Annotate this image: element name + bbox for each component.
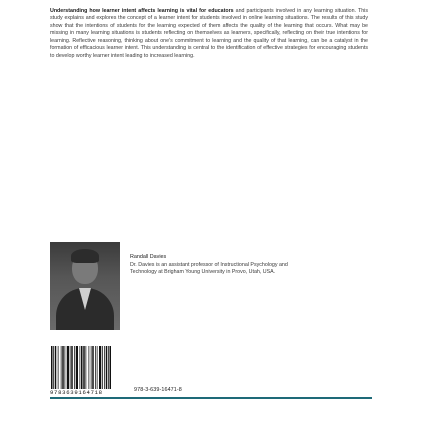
isbn-text: 978-3-639-16471-8 [134, 387, 182, 393]
blurb-body: and participants involved in any learning situation. This study explains and explores the concept of a learner intent for students involved in online learning situations. The results of this study show that the intentions of students for the learning expected of them affects the quality of the learning that occurs. What may be missing in many learning situations is students reflecting on themselves as learners, specifically, reflecting on their true intentions for learning. Reflective reasoning, thinking about one's commitment to learning and the quality of that learning, can be a catalyst in the formation of efficacious learner intent. This understanding is central to the identification of effective strategies for encouraging students to develop worthy learner intent leading to increased learning. [50, 8, 368, 59]
author-bio: Dr. Davies is an assistant professor of Instructional Psychology and Technology at Brigham Young University in Provo, Utah, USA. [130, 262, 288, 275]
book-blurb [50, 8, 368, 60]
author-section [50, 242, 380, 332]
barcode-bars [50, 346, 130, 390]
isbn-barcode [50, 346, 130, 396]
barcode-digits: 9783639164718 [50, 389, 130, 396]
blurb-lead: Understanding how learner intent affects learning is vital for educators [50, 8, 234, 14]
author-name: Randall Davies [130, 254, 167, 260]
author-photo [50, 242, 120, 330]
bottom-rule [50, 397, 372, 399]
